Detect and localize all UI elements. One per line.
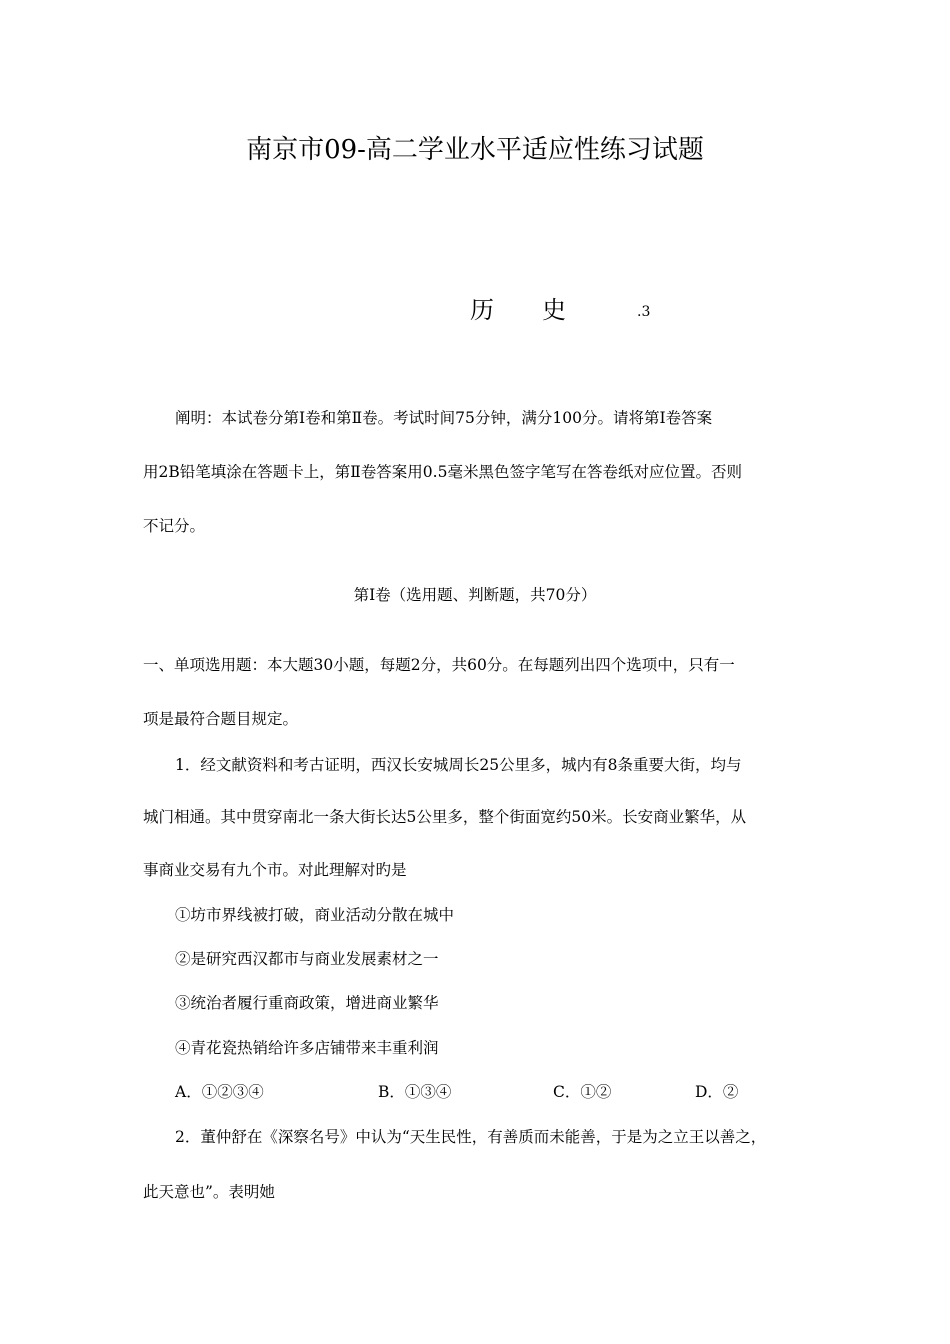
subject-char-1: 历 (470, 296, 494, 324)
q1-option-a: A．①②③④ (175, 1083, 264, 1101)
q1-item-1: ①坊市界线被打破，商业活动分散在城中 (175, 906, 455, 924)
instruction-line-3: 不记分。 (143, 517, 206, 535)
part-intro-line-2: 项是最符合题目规定。 (143, 710, 299, 728)
instruction-line-1: 阐明：本试卷分第Ⅰ卷和第Ⅱ卷。考试时间75分钟，满分100分。请将第Ⅰ卷答案 (175, 409, 713, 427)
q1-stem-line-1: 1．经文献资料和考古证明，西汉长安城周长25公里多，城内有8条重要大街，均与 (175, 756, 742, 774)
q1-option-d: D．② (695, 1083, 739, 1101)
q1-item-4: ④青花瓷热销给许多店铺带来丰重利润 (175, 1039, 439, 1057)
q1-stem-line-2: 城门相通。其中贯穿南北一条大街长达5公里多，整个街面宽约50米。长安商业繁华，从 (143, 808, 747, 826)
q1-item-3: ③统治者履行重商政策，增进商业繁华 (175, 994, 439, 1012)
subject-char-2: 史 (542, 296, 566, 324)
part-intro-line-1: 一、单项选用题：本大题30小题，每题2分，共60分。在每题列出四个选项中，只有一 (143, 656, 735, 674)
subject-date: .3 (637, 304, 651, 320)
exam-title: 南京市09-高二学业水平适应性练习试题 (246, 135, 704, 165)
instruction-line-2: 用2B铅笔填涂在答题卡上，第Ⅱ卷答案用0.5毫米黑色签字笔写在答卷纸对应位置。否则 (143, 463, 742, 481)
q1-item-2: ②是研究西汉都市与商业发展素材之一 (175, 950, 439, 968)
section-header: 第Ⅰ卷（选用题、判断题，共70分） (353, 586, 597, 604)
q2-stem-line-1: 2．董仲舒在《深察名号》中认为“天生民性，有善质而未能善，于是为之立王以善之， (175, 1128, 767, 1146)
subject-heading (470, 295, 566, 325)
q1-option-b: B．①③④ (378, 1083, 452, 1101)
q1-stem-line-3: 事商业交易有九个市。对此理解对旳是 (143, 861, 407, 879)
q1-option-c: C．①② (553, 1083, 612, 1101)
q2-stem-line-2: 此天意也”。表明她 (143, 1183, 275, 1201)
